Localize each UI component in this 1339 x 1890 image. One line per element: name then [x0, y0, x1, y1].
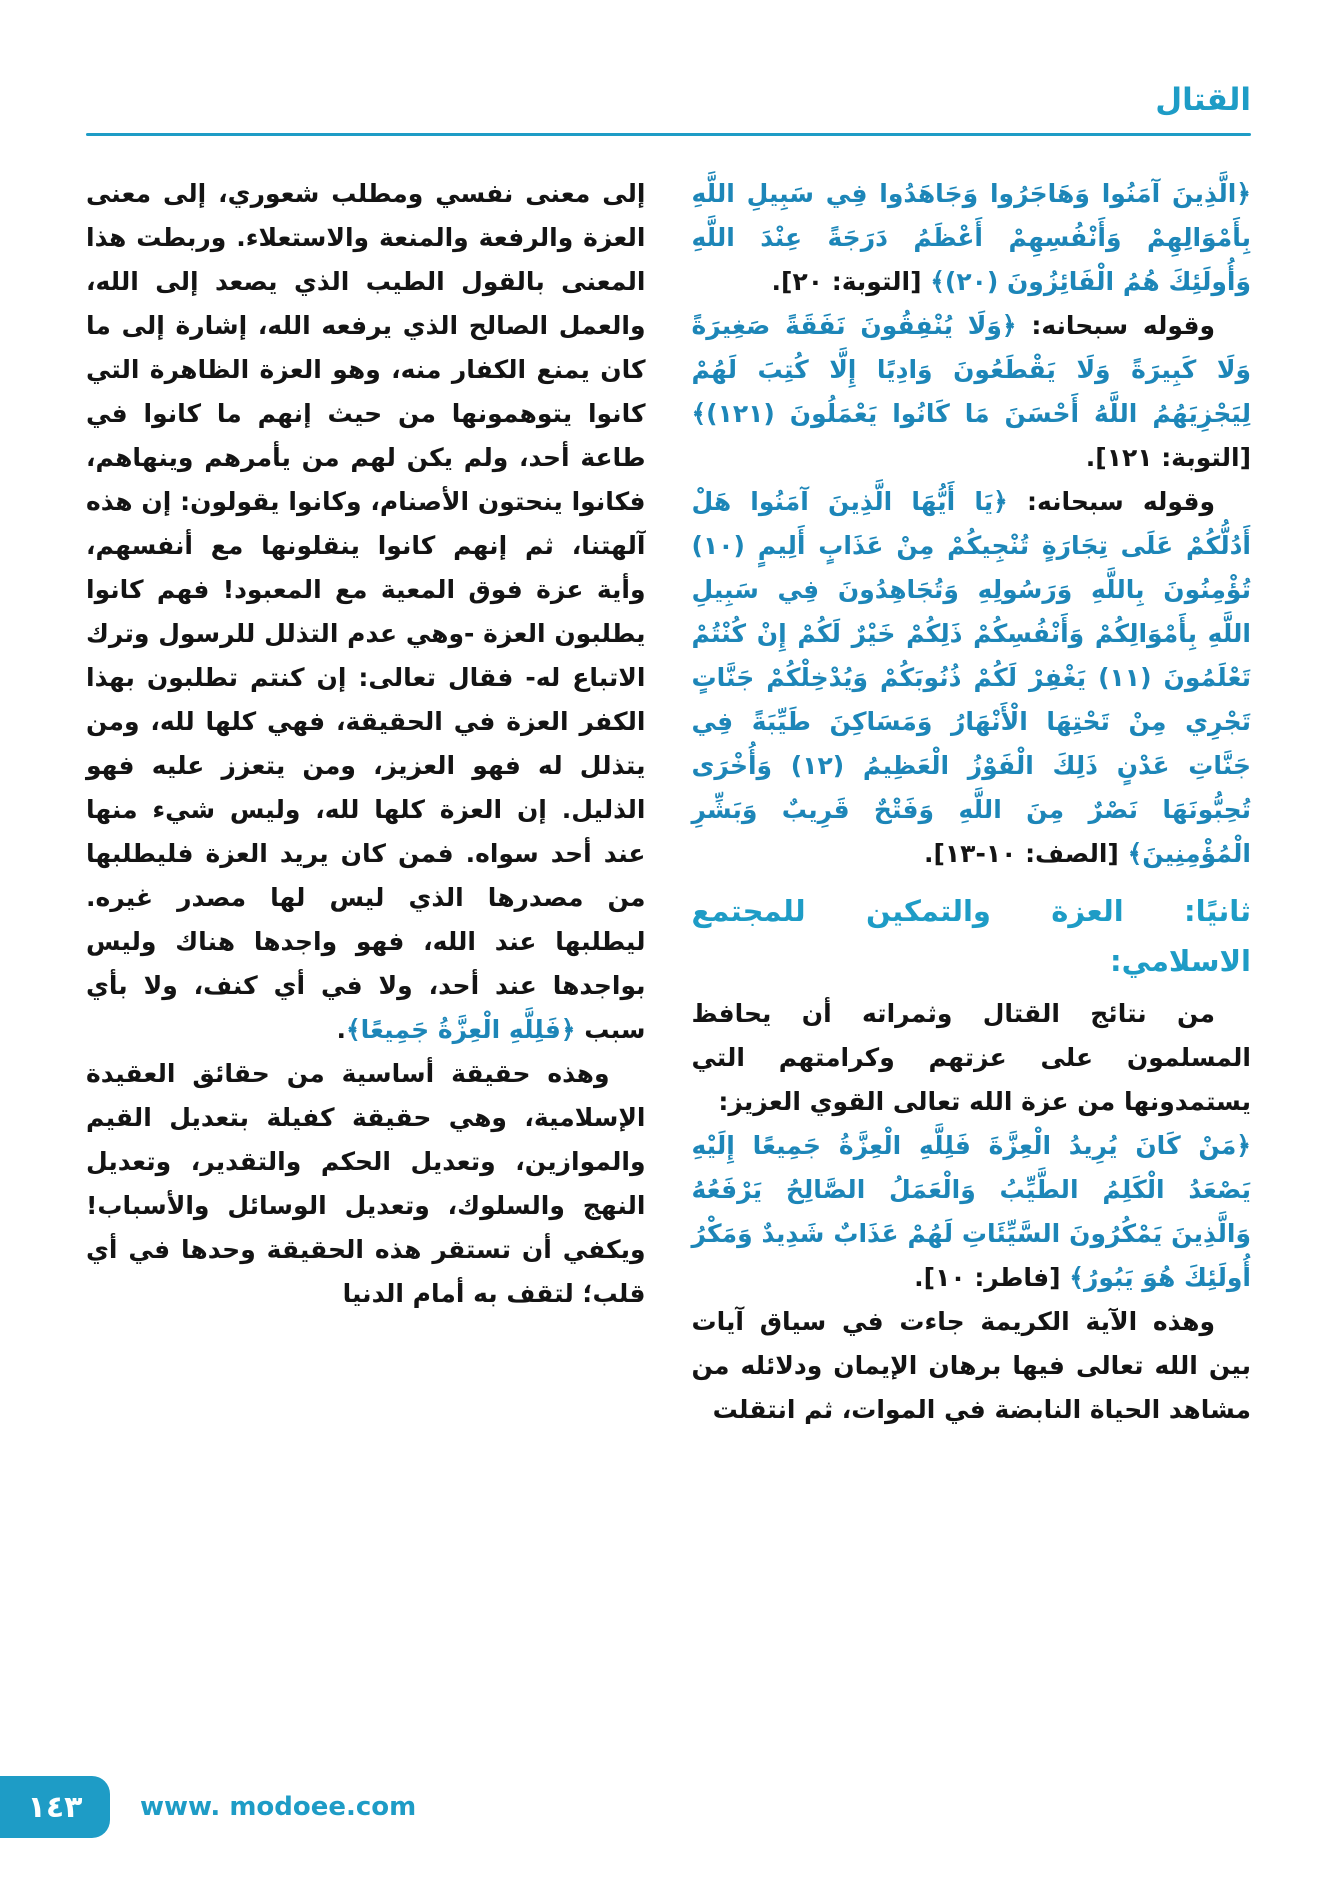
quran-verse: ﴿يَا أَيُّهَا الَّذِينَ آمَنُوا هَلْ أَدُلُّكُمْ عَلَى تِجَارَةٍ تُنْجِيكُمْ مِنْ عَذَابٍ أَلِيمٍ (١٠) تُؤْمِنُونَ بِاللَّهِ وَرَسُولِهِ وَتُجَاهِدُونَ فِي سَبِيلِ اللَّهِ بِأَمْوَالِكُمْ وَأَنْفُسِكُمْ ذَلِكُمْ خَيْرٌ لَكُمْ إِنْ كُنْتُمْ تَعْلَمُونَ (١١) يَغْفِرْ لَكُمْ ذُنُوبَكُمْ وَيُدْخِلْكُمْ جَنَّاتٍ تَجْرِي مِنْ تَحْتِهَا الْأَنْهَارُ وَمَسَاكِنَ طَيِّبَةً فِي جَنَّاتِ عَدْنٍ ذَلِكَ الْفَوْزُ الْعَظِيمُ (١٢) وَأُخْرَى تُحِبُّونَهَا نَصْرٌ مِنَ اللَّهِ وَفَتْحٌ قَرِيبٌ وَبَشِّرِ الْمُؤْمِنِينَ﴾: [691, 487, 1252, 869]
verse-reference: [التوبة: ٢٠].: [771, 267, 931, 297]
page-number: ١٤٣: [27, 1789, 83, 1825]
sentence-end: .: [336, 1015, 347, 1045]
website-url: www. modoee.com: [140, 1792, 417, 1822]
body-text: إلى معنى نفسي ومطلب شعوري، إلى معنى العزة والرفعة والمنعة والاستعلاء. وربطت هذا المعنى بالقول الطيب الذي يصعد إلى الله، والعمل الصالح الذي يرفعه الله، إشارة إلى ما كان يمنع الكفار منه، وهو العزة الظاهرة التي كانوا يتوهمونها من حيث إنهم ما كانوا في طاعة أحد، ولم يكن لهم من يأمرهم وينهاهم، فكانوا ينحتون الأصنام، وكانوا يقولون: إن هذه آلهتنا، ثم إنهم كانوا ينقلونها مع أنفسهم، وأية عزة فوق المعية مع المعبود! فهم كانوا يطلبون العزة -وهي عدم التذلل للرسول وترك الاتباع له- فقال تعالى: إن كنتم تطلبون بهذا الكفر العزة في الحقيقة، فهي كلها لله، ومن يتذلل له فهو العزيز، ومن يتعزز عليه فهو الذليل. إن العزة كلها لله، وليس شيء منها عند أحد سواه. فمن كان يريد العزة فليطلبها من مصدرها الذي ليس لها مصدر غيره. ليطلبها عند الله، فهو واجدها هناك وليس بواجدها عند أحد، ولا في أي كنف، ولا بأي سبب: [86, 179, 646, 1045]
text-columns: [0, 136, 1339, 1626]
quran-verse: ﴿الَّذِينَ آمَنُوا وَهَاجَرُوا وَجَاهَدُوا فِي سَبِيلِ اللَّهِ بِأَمْوَالِهِمْ وَأَنْفُسِهِمْ أَعْظَمُ دَرَجَةً عِنْدَ اللَّهِ وَأُولَئِكَ هُمُ الْفَائِزُونَ (٢٠)﴾: [691, 179, 1251, 297]
inline-quran-verse: ﴿فَلِلَّهِ الْعِزَّةُ جَمِيعًا﴾: [346, 1015, 576, 1045]
verse-paragraph: [692, 304, 1252, 480]
verse-paragraph: [692, 480, 1252, 876]
verse-reference: [الصف: ١٠-١٣].: [923, 839, 1128, 869]
verse-paragraph: [692, 172, 1252, 304]
quran-verse: ﴿مَنْ كَانَ يُرِيدُ الْعِزَّةَ فَلِلَّهِ الْعِزَّةُ جَمِيعًا إِلَيْهِ يَصْعَدُ الْكَلِمُ الطَّيِّبُ وَالْعَمَلُ الصَّالِحُ يَرْفَعُهُ وَالَّذِينَ يَمْكُرُونَ السَّيِّئَاتِ لَهُمْ عَذَابٌ شَدِيدٌ وَمَكْرُ أُولَئِكَ هُوَ يَبُورُ﴾: [691, 1131, 1251, 1293]
verse-reference: [التوبة: ١٢١].: [1085, 443, 1251, 473]
right-column: [692, 172, 1252, 1432]
section-heading: ثانيًا: العزة والتمكين للمجتمع الاسلامي:: [691, 894, 1251, 979]
page-header: [0, 0, 1339, 136]
page-footer: [0, 1776, 416, 1838]
body-paragraph: وهذه حقيقة أساسية من حقائق العقيدة الإسلامية، وهي حقيقة كفيلة بتعديل القيم والموازين، وتعديل الحكم والتقدير، وتعديل النهج والسلوك، وتعديل الوسائل والأسباب! ويكفي أن تستقر هذه الحقيقة وحدها في أي قلب؛ لتقف به أمام الدنيا: [86, 1059, 646, 1309]
quote-lead: وقوله سبحانه:: [1007, 487, 1216, 517]
chapter-title: القتال: [1155, 82, 1251, 118]
page-number-tab: [0, 1776, 110, 1838]
left-column: [86, 172, 646, 1316]
body-paragraph: من نتائج القتال وثمراته أن يحافظ المسلمون على عزتهم وكرامتهم التي يستمدونها من عزة الله تعالى القوي العزيز:: [691, 999, 1251, 1117]
body-paragraph: وهذه الآية الكريمة جاءت في سياق آيات بين الله تعالى فيها برهان الإيمان ودلائله من مشاهد الحياة النابضة في الموات، ثم انتقلت: [691, 1307, 1251, 1425]
quran-verse: ﴿وَلَا يُنْفِقُونَ نَفَقَةً صَغِيرَةً وَلَا كَبِيرَةً وَلَا يَقْطَعُونَ وَادِيًا إِلَّا كُتِبَ لَهُمْ لِيَجْزِيَهُمُ اللَّهُ أَحْسَنَ مَا كَانُوا يَعْمَلُونَ (١٢١)﴾: [691, 311, 1251, 429]
verse-reference: [فاطر: ١٠].: [914, 1263, 1070, 1293]
verse-paragraph: [692, 1124, 1252, 1300]
quote-lead: وقوله سبحانه:: [1016, 311, 1215, 341]
body-paragraph: [86, 172, 646, 1052]
